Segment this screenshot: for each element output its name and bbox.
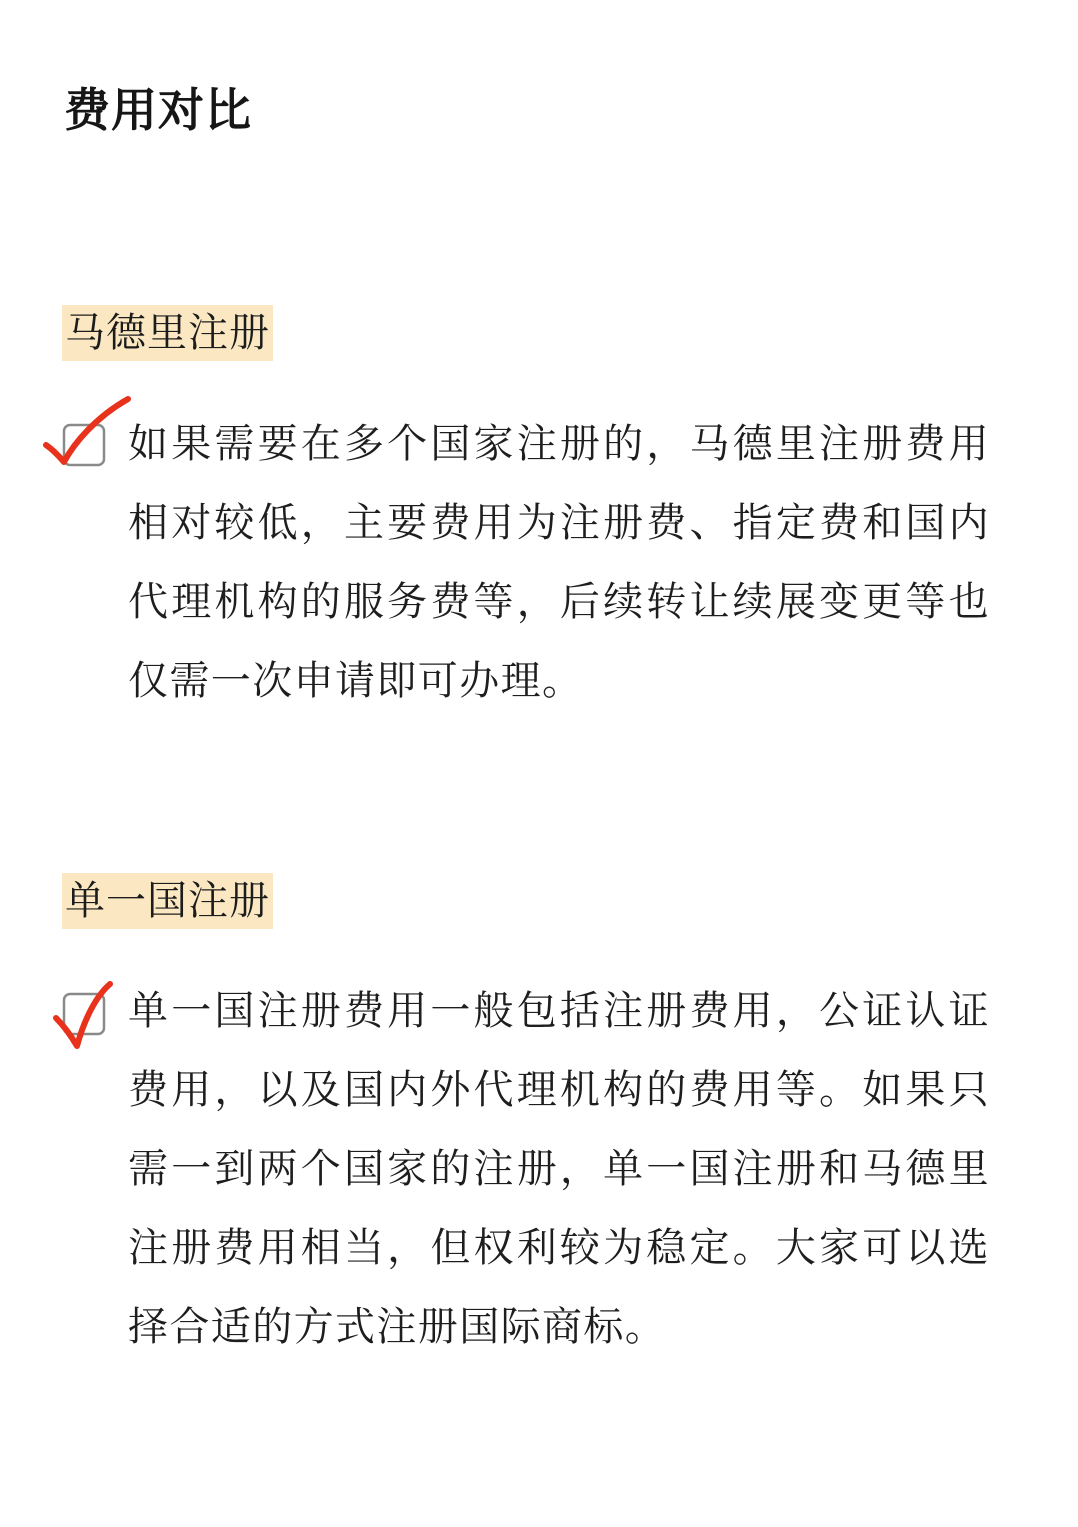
section-body-single-country: 单一国注册费用一般包括注册费用，公证认证费用，以及国内外代理机构的费用等。如果只需一到两个国家的注册，单一国注册和马德里注册费用相当，但权利较为稳定。大家可以选择合适的方式注册国际商标。 [128, 988, 990, 1350]
checkmark-icon [40, 980, 132, 1060]
section-heading-madrid: 马德里注册 [62, 305, 273, 361]
checkbox-check-icon [40, 395, 132, 475]
page-title: 费用对比 [64, 83, 252, 137]
section-body-madrid: 如果需要在多个国家注册的，马德里注册费用相对较低，主要费用为注册费、指定费和国内代理机构的服务费等，后续转让续展变更等也仅需一次申请即可办理。 [128, 421, 990, 704]
checkbox-check-icon [40, 980, 132, 1060]
checkmark-icon [40, 395, 132, 475]
section-heading-single-country: 单一国注册 [62, 873, 273, 929]
